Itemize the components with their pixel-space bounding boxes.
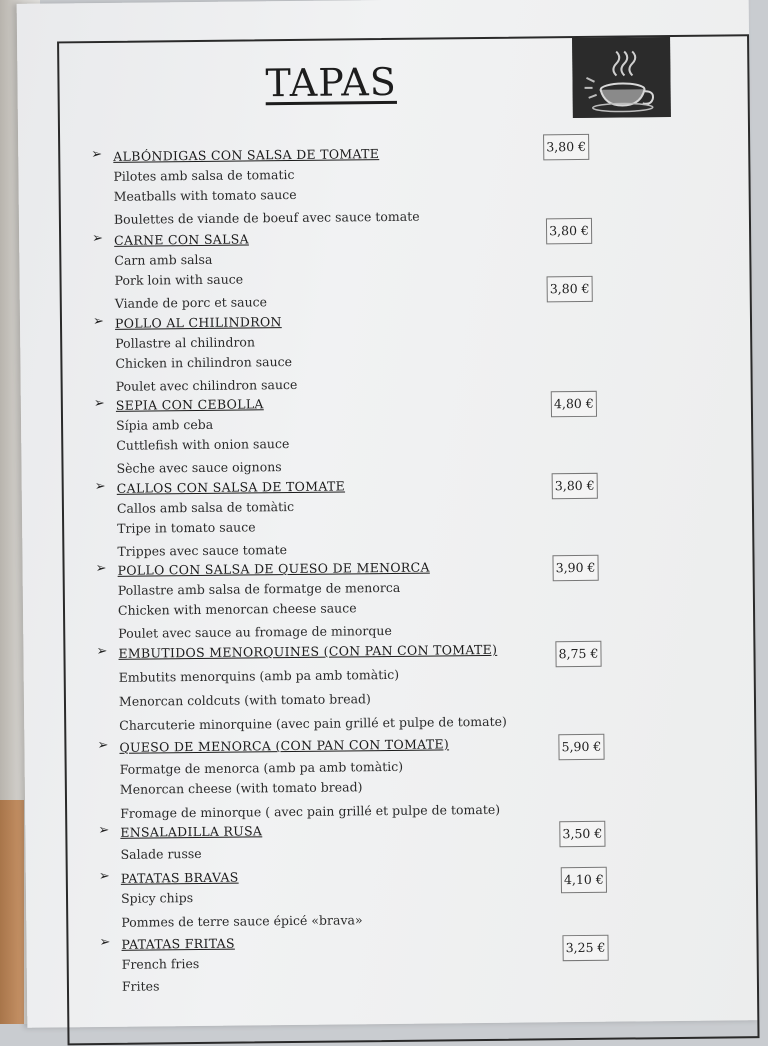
bullet-arrow-icon: ➢ [97, 737, 109, 754]
menu-items [17, 0, 760, 1028]
item-description: Poulet avec chilindron sauce [115, 376, 298, 394]
item-description: Carn amb salsa [114, 251, 213, 268]
item-description: Spicy chips [120, 890, 194, 906]
bullet-arrow-icon: ➢ [91, 146, 103, 163]
item-price: 8,75 € [555, 641, 601, 667]
bullet-arrow-icon: ➢ [98, 822, 110, 839]
item-name: POLLO AL CHILINDRON [114, 314, 282, 331]
item-description: Trippes avec sauce tomate [117, 542, 288, 559]
menu-title: TAPAS [265, 59, 397, 106]
item-name: ENSALADILLA RUSA [120, 823, 263, 840]
bullet-arrow-icon: ➢ [92, 313, 104, 330]
wooden-edge [0, 800, 24, 1024]
item-description: Formatge de menorca (amb pa amb tomàtic) [119, 758, 404, 777]
item-name: PATATAS BRAVAS [120, 869, 239, 886]
item-price: 3,90 € [552, 555, 598, 581]
item-name: POLLO CON SALSA DE QUESO DE MENORCA [117, 559, 430, 578]
item-description: Tripe in tomato sauce [117, 519, 256, 536]
bullet-arrow-icon: ➢ [98, 868, 110, 885]
item-description: Cuttlefish with onion sauce [116, 436, 290, 453]
item-description: Sípia amb ceba [115, 416, 214, 433]
item-name: ALBÓNDIGAS CON SALSA DE TOMATE [113, 146, 380, 164]
item-description: Callos amb salsa de tomàtic [116, 498, 295, 516]
item-description: Chicken with menorcan cheese sauce [117, 600, 357, 618]
item-description: Menorcan cheese (with tomato bread) [119, 779, 363, 797]
item-price: 3,80 € [543, 134, 589, 160]
bullet-arrow-icon: ➢ [92, 230, 104, 247]
item-description: Salade russe [120, 845, 202, 862]
item-price: 3,50 € [559, 821, 605, 847]
item-description: Boulettes de viande de boeuf avec sauce tomate [113, 208, 420, 227]
item-description: Chicken in chilindron sauce [115, 353, 293, 371]
item-description: Charcuterie minorquine (avec pain grillé et pulpe de tomate) [119, 713, 507, 733]
bullet-arrow-icon: ➢ [96, 643, 108, 660]
item-description: French fries [121, 956, 200, 972]
item-description: Meatballs with tomato sauce [113, 186, 297, 204]
bullet-arrow-icon: ➢ [93, 395, 105, 412]
item-price: 3,80 € [547, 276, 593, 302]
item-description: Embutits menorquins (amb pa amb tomàtic) [118, 666, 400, 685]
item-description: Pommes de terre sauce épicé «brava» [121, 912, 363, 930]
item-name: EMBUTIDOS MENORQUINES (CON PAN CON TOMATE) [118, 641, 498, 661]
item-description: Pollastre amb salsa de formatge de menorca [117, 579, 401, 598]
item-description: Sèche avec sauce oignons [116, 459, 282, 476]
item-price: 5,90 € [558, 734, 604, 760]
bullet-arrow-icon: ➢ [99, 934, 111, 951]
item-description: Menorcan coldcuts (with tomato bread) [118, 691, 371, 709]
item-description: Viande de porc et sauce [114, 294, 268, 311]
item-name: PATATAS FRITAS [121, 935, 235, 952]
menu-sheet [17, 0, 760, 1028]
item-name: SEPIA CON CEBOLLA [115, 396, 264, 413]
item-name: CARNE CON SALSA [114, 231, 249, 248]
item-description: Pork loin with sauce [114, 271, 244, 288]
item-price: 3,80 € [552, 473, 598, 499]
bullet-arrow-icon: ➢ [95, 560, 107, 577]
item-description: Pilotes amb salsa de tomatic [113, 166, 295, 184]
item-price: 4,80 € [551, 391, 597, 417]
item-price: 3,25 € [562, 935, 608, 961]
item-description: Pollastre al chilindron [115, 334, 256, 351]
item-description: Fromage de minorque ( avec pain grillé et pulpe de tomate) [120, 801, 501, 821]
bullet-arrow-icon: ➢ [94, 478, 106, 495]
item-name: QUESO DE MENORCA (CON PAN CON TOMATE) [119, 736, 450, 755]
item-description: Poulet avec sauce au fromage de minorque [118, 622, 392, 641]
item-name: CALLOS CON SALSA DE TOMATE [116, 478, 346, 496]
item-price: 3,80 € [546, 218, 592, 244]
item-description: Frites [121, 978, 160, 994]
item-price: 4,10 € [561, 867, 607, 893]
